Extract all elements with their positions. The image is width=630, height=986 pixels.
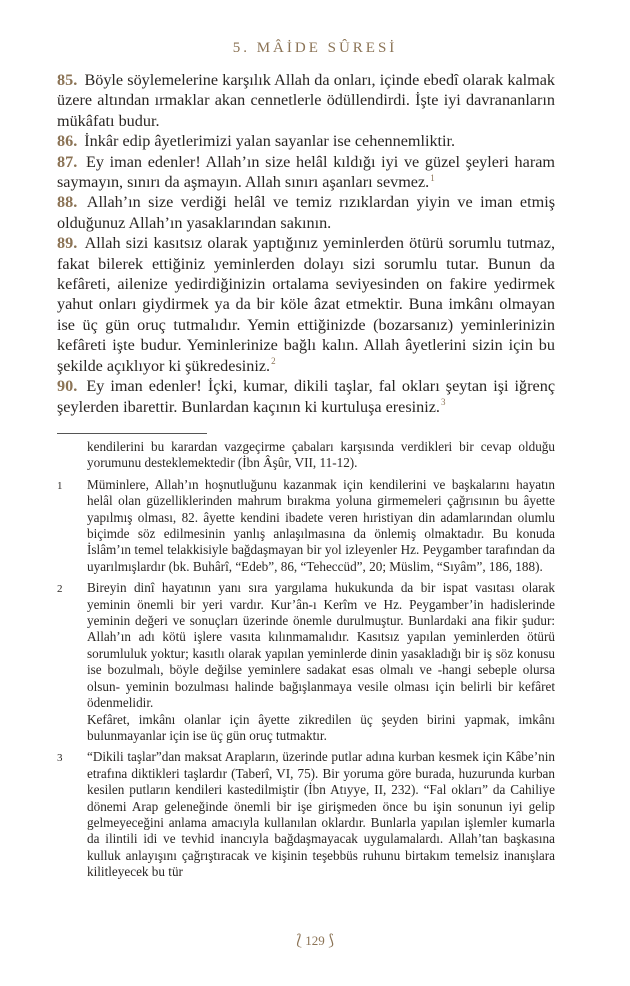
verse-89 <box>57 233 555 376</box>
verse-number: 89. <box>57 234 78 253</box>
verse-text: İnkâr edip âyetlerimizi yalan sayanlar ise cehennemliktir. <box>84 132 456 151</box>
verse-number: 88. <box>57 193 78 212</box>
footnote-text: Bireyin dinî hayatının yanı sıra yargılama hukukunda da bir ispat vasıtası olarak yeminin önemli bir yeri vardır. Kur’ân-ı Kerîm ve Hz. Peygamber’in hadislerinde yeminin değeri ve sonuçları üzerinde önemle durulmuştur. Bunlardaki ana fikir şudur: Allah’ın adı kötü işlere vasıta kılınmamalıdır. Kasıtsız yapılan yeminlerden ötürü sorumluluk yoktur; kasıtlı olarak yapılan yeminlerde dinin yasakladığı bir iş söz konusu ise bozulmalı, böyle değilse yeminlere sadakat esas olmalı ve -hangi sebeple olursa olsun- yeminin bozulması halinde bağışlanmaya vesile olması için belirli bir kefâret ödenmelidir. <box>87 580 555 711</box>
verse-text: Ey iman edenler! İçki, kumar, dikili taşlar, fal okları şeytan işi iğrenç şeylerden ibarettir. Bunlardan kaçının ki kurtuluşa eresiniz. <box>57 377 556 416</box>
verse-text: Allah’ın size verdiği helâl ve temiz rızıklardan yiyin ve iman etmiş olduğunuz Allah’ın yasaklarından sakının. <box>57 193 555 232</box>
footnote-text: “Dikili taşlar”dan maksat Arapların, üzerinde putlar adına kurban kesmek için Kâbe’nin etrafına diktikleri taşlardır (Taberî, VI, 75). Bir yoruma göre burada, huzurunda kurban kesilen putların kendileri kastedilmiştir (İbn Atıyye, II, 232). “Fal okları” da Cahiliye dönemi Arap geleneğinde önemli bir işe girişmeden önce bu işin sonunun iyi gelip gelmeyeceğini anlama amacıyla kullanılan oklardır. Bunlarla yapılan işlemler kumarla da ilintili idi ve tevhid inancıyla bağdaşmayacak uygulamalardı. Allah’tan başkasına kulluk anlayışını çağrıştıracak ve kişinin teşebbüs ruhunu birtakım temelsiz inanışlara kilitleyecek bu tür <box>87 749 555 880</box>
footnote-reference[interactable]: 2 <box>271 356 276 367</box>
footnote-text: Kefâret, imkânı olanlar için âyette zikredilen üç şeyden birini yapmak, imkânı bulunmayanlar için ise üç gün oruç tutmaktır. <box>87 711 555 743</box>
verse-number: 90. <box>57 377 78 396</box>
verse-text: Allah sizi kasıtsız olarak yaptığınız yeminlerden ötürü sorumlu tutmaz, fakat bilerek ettiğiniz yeminlerden dolayı sizi sorumlu tutar. Bunun da kefâreti, ailenize yedirdiğinizin ortalama seviyesinden on fakire yedirmek yahut onları giydirmek ya da bir köle âzat etmektir. Buna imkânı olmayan ise üç gün oruç tutmalıdır. Yemin ettiğinizde (bozarsanız) yeminlerinizin kefâreti işte budur. Yeminlerinize bağlı kalın. Allah âyetlerini sizin için bu şekilde açıklıyor ki şükredesiniz. <box>57 234 555 375</box>
verse-number: 87. <box>57 152 78 171</box>
ornament-right-icon: ⟆ <box>328 933 334 949</box>
footnote-number: 3 <box>57 752 63 765</box>
page-number-value: 129 <box>305 933 325 948</box>
verse-87 <box>57 152 555 193</box>
footnote-3 <box>57 749 555 880</box>
verse-85 <box>57 70 555 131</box>
footnote-text: Müminlere, Allah’ın hoşnutluğunu kazanmak için kendilerini ve başkalarını hayatın helâl olan güzelliklerinden mahrum bırakma yoluna girmemeleri çağrısının bu âyette yapılmış olması, 82. âyette kendini ibadete veren hıristiyan din adamlarından olumlu biçimde söz edilmesinin yanlış anlaşılmasına da önlemiş olmaktadır. Bu konuda İslâm’ın temel telakkisiyle bağdaşmayan bir yol izleyenler Hz. Peygamber tarafından da uyarılmışlardır (bk. Buhârî, “Edeb”, 86, “Teheccüd”, 20; Müslim, “Sıyâm”, 186, 188). <box>87 476 555 574</box>
verse-number: 86. <box>57 132 78 151</box>
page-number <box>0 931 630 950</box>
footnote-divider <box>57 433 207 434</box>
verse-number: 85. <box>57 71 78 89</box>
footnote-reference[interactable]: 1 <box>430 172 435 183</box>
footnote-2 <box>57 580 555 744</box>
verse-86 <box>57 131 555 151</box>
footnote-1 <box>57 477 555 575</box>
verse-90 <box>57 376 555 417</box>
verse-text-block <box>57 70 555 417</box>
ornament-left-icon: ⟅ <box>296 933 302 949</box>
footnote-reference[interactable]: 3 <box>440 397 446 408</box>
footnote-continuation <box>57 439 555 472</box>
verse-text: Ey iman edenler! Allah’ın size helâl kıldığı iyi ve güzel şeyleri haram saymayın, sınırı da aşmayın. Allah sınırı aşanları sevmez. <box>57 152 555 192</box>
footnote-text: kendilerini bu karardan vazgeçirme çabaları karşısında verdikleri bir cevap olduğu yorumunu desteklemektedir (İbn Âşûr, VII, 11-12). <box>87 439 555 471</box>
footnote-number <box>57 439 87 472</box>
running-header <box>0 40 630 57</box>
footnote-number: 2 <box>57 583 63 596</box>
verse-text: Böyle söylemelerine karşılık Allah da onları, içinde ebedî olarak kalmak üzere altından ırmaklar akan cennetlerle ödüllendirdi. İşte iyi davrananların mükâfatı budur. <box>57 71 556 130</box>
verse-88 <box>57 192 555 233</box>
footnotes-block <box>57 439 555 886</box>
footnote-number: 1 <box>57 479 63 492</box>
surah-title: 5. MÂİDE SÛRESİ <box>232 40 398 56</box>
